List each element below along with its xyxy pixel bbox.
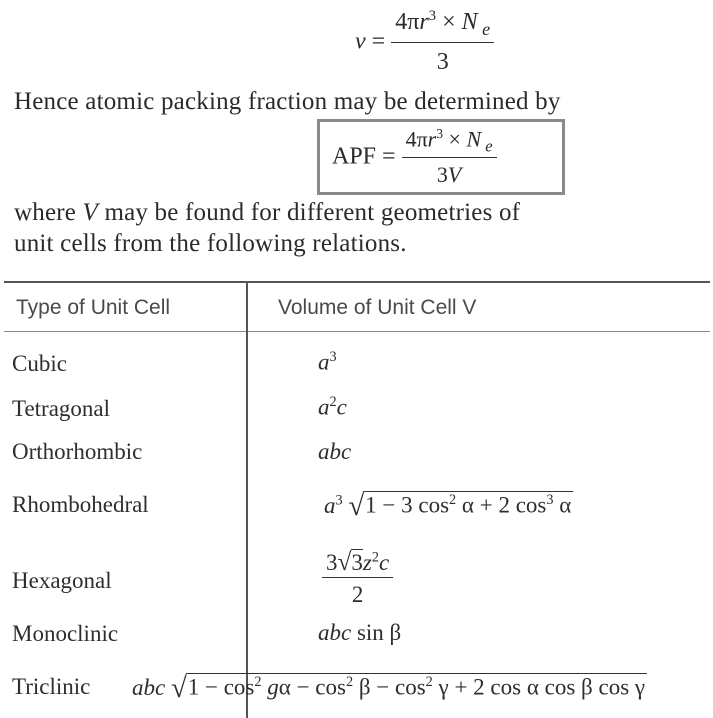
cell-type-hexagonal: Hexagonal	[12, 568, 112, 593]
header-volume: Volume of Unit Cell V	[278, 296, 477, 319]
cell-type-monoclinic: Monoclinic	[12, 621, 119, 646]
formula-tetragonal: $a^2c$	[318, 394, 347, 420]
cell-type-cubic: Cubic	[12, 351, 67, 376]
apf-equation: APF = $\frac{4\pi r^3 \times N _e}{3V}$	[332, 126, 497, 188]
hexagonal-fraction: $\frac{3√3z^2c}{2}$	[322, 548, 393, 608]
cell-type-triclinic: Triclinic	[12, 674, 96, 700]
table-column-divider	[246, 283, 248, 718]
formula-rhombohedral: $a^3$ √1 − 3 $\cos^2 \alpha + 2$ $\cos^3 \alpha$	[324, 490, 572, 522]
volume-equation: v = $\frac{4\pi r^3 \times N _e}{3}$	[355, 8, 494, 76]
cell-type-tetragonal: Tetragonal	[12, 396, 111, 421]
cell-type-rhombohedral: Rhombohedral	[12, 492, 149, 517]
table-top-rule	[4, 281, 710, 283]
formula-hexagonal	[322, 548, 393, 608]
where-text-line2: unit cells from the following relations.	[14, 230, 407, 257]
where-text-line1: where V may be found for different geometries of	[14, 199, 521, 226]
intro-text: Hence atomic packing fraction may be determined by	[14, 88, 561, 115]
cell-type-orthorhombic: Orthorhombic	[12, 439, 143, 464]
volume-fraction: $\frac{4\pi r^3 \times N _e}{3}$	[391, 8, 494, 76]
apf-fraction: $\frac{4\pi r^3 \times N _e}{3V}$	[402, 126, 497, 188]
table-header-rule	[4, 331, 710, 332]
formula-cubic: $a^3$	[318, 349, 337, 375]
formula-triclinic: abc $√1 - \cos^2 g\alpha - \cos^2 \beta - \cos^2 \gamma + 2$ cos α cos β cos γ	[132, 672, 646, 704]
header-type: Type of Unit Cell	[16, 296, 171, 319]
apf-equation-box	[317, 119, 565, 195]
formula-orthorhombic: abc	[318, 439, 352, 464]
formula-monoclinic: abc sin β	[318, 620, 402, 645]
